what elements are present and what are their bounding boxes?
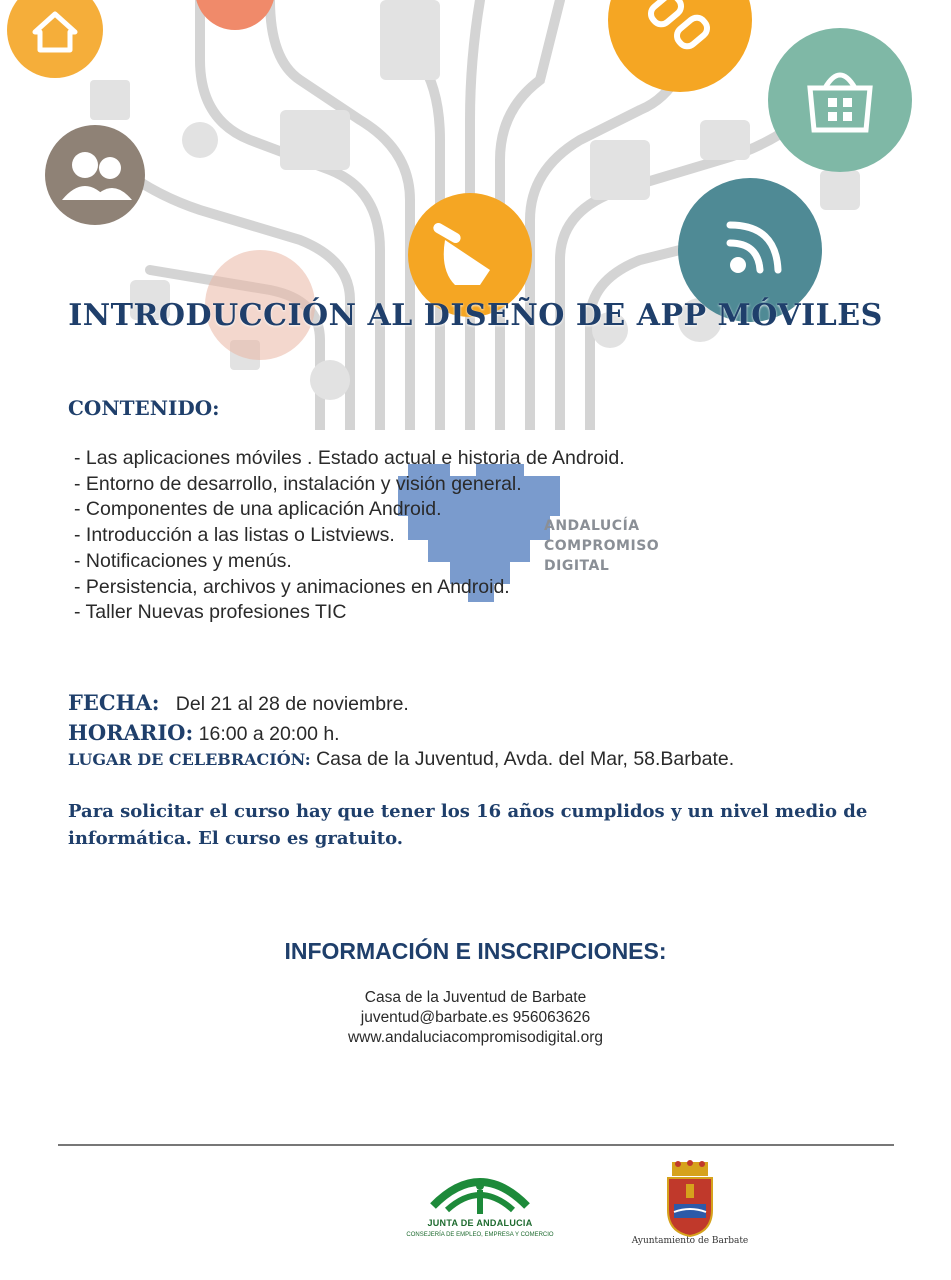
contact-place: Casa de la Juventud de Barbate xyxy=(364,989,587,1006)
contact-block xyxy=(0,988,951,1048)
lugar-label: LUGAR DE CELEBRACIÓN xyxy=(68,750,305,769)
info-title: INFORMACIÓN E INSCRIPCIONES: xyxy=(284,938,667,964)
list-item: - Taller Nuevas profesiones TIC xyxy=(74,601,347,624)
users-icon xyxy=(45,125,145,225)
horario-value: 16:00 a 20:00 h. xyxy=(198,723,340,745)
link-icon xyxy=(608,0,752,92)
list-item: - Notificaciones y menús. xyxy=(74,549,292,572)
fecha-label: FECHA xyxy=(68,690,152,715)
fecha-line: FECHA: Del 21 al 28 de noviembre. xyxy=(68,690,409,715)
page-title: INTRODUCCIÓN AL DISEÑO DE APP MÓVILES xyxy=(68,298,883,333)
list-item: - Entorno de desarrollo, instalación y visión general. xyxy=(74,472,522,495)
junta-name: JUNTA DE ANDALUCIA xyxy=(427,1218,533,1228)
horario-label: HORARIO xyxy=(68,720,186,745)
tech-illustration xyxy=(0,0,951,430)
contenido-heading: CONTENIDO: xyxy=(68,396,220,420)
lugar-value: Casa de la Juventud, Avda. del Mar, 58.Barbate. xyxy=(316,748,735,770)
logo-line2: COMPROMISO xyxy=(544,538,660,554)
contenido-list xyxy=(74,446,625,626)
fecha-value: Del 21 al 28 de noviembre. xyxy=(175,693,409,715)
horario-line: HORARIO: 16:00 a 20:00 h. xyxy=(68,720,340,745)
contact-email-phone[interactable]: juventud@barbate.es 956063626 xyxy=(360,1009,591,1026)
logo-line1: ANDALUCÍA xyxy=(544,518,640,534)
lugar-line: LUGAR DE CELEBRACIÓN: Casa de la Juventud, Avda. del Mar, 58.Barbate. xyxy=(68,748,735,770)
home-icon xyxy=(7,0,103,78)
logo-line3: DIGITAL xyxy=(544,558,610,574)
footer-divider xyxy=(58,1144,894,1146)
requirements-note: Para solicitar el curso hay que tener los 16 años cumplidos y un nivel medio de informática. El curso es gratuito. xyxy=(68,801,868,849)
shopping-bag-icon xyxy=(768,28,912,172)
list-item: - Las aplicaciones móviles . Estado actual e historia de Android. xyxy=(74,447,625,469)
barbate-name: Ayuntamiento de Barbate xyxy=(631,1236,749,1246)
junta-sub: CONSEJERÍA DE EMPLEO, EMPRESA Y COMERCIO xyxy=(406,1232,554,1238)
list-item: - Componentes de una aplicación Android. xyxy=(74,498,442,521)
contact-web[interactable]: www.andaluciacompromisodigital.org xyxy=(347,1029,603,1046)
barbate-crest-logo xyxy=(660,1160,720,1240)
list-item: - Introducción a las listas o Listviews. xyxy=(74,524,395,547)
list-item: - Persistencia, archivos y animaciones en Android. xyxy=(74,575,510,598)
